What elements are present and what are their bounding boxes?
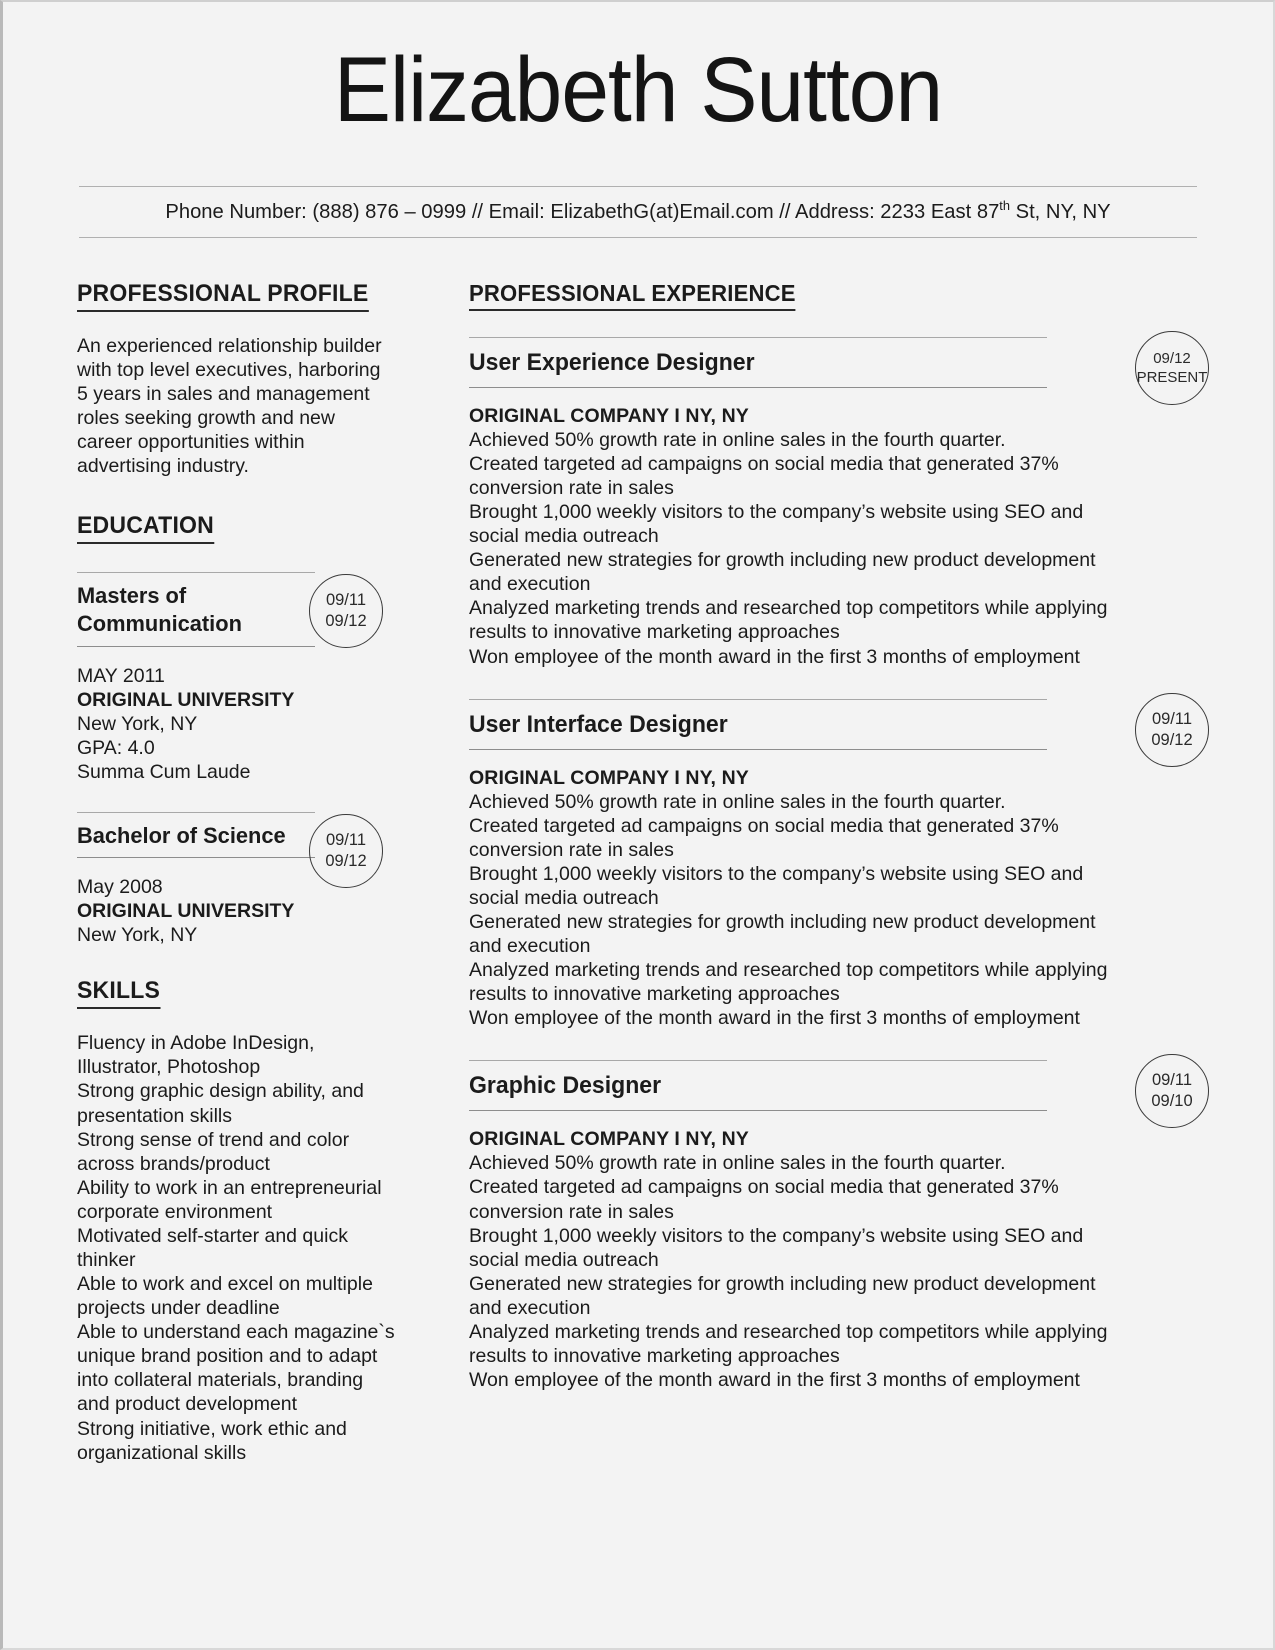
- education-date-start: 09/11: [325, 591, 367, 610]
- skill-line: and product development: [77, 1393, 298, 1416]
- job-date-start: 09/11: [1151, 1071, 1193, 1090]
- education-degree-title: [77, 582, 308, 638]
- education-date-start: 09/11: [325, 830, 367, 849]
- profile-line: advertising industry.: [77, 455, 249, 478]
- job-date-badge: [1135, 331, 1209, 405]
- skill-line: into collateral materials, branding: [77, 1369, 364, 1392]
- page-title: Elizabeth Sutton: [333, 39, 943, 141]
- education-degree-title: [77, 822, 308, 850]
- job-bullet-line: results to innovative marketing approaches: [469, 983, 840, 1006]
- education-school-name: ORIGINAL UNIVERSITY: [77, 900, 295, 923]
- education-title-rule-block: [77, 572, 315, 646]
- profile-line: career opportunities within: [77, 431, 305, 454]
- education-school-location: New York, NY: [77, 924, 198, 947]
- experience-entry: [469, 337, 1208, 669]
- job-title: User Experience Designer: [469, 348, 755, 376]
- job-bullet-line: Won employee of the month award in the first 3 months of employment: [469, 645, 1080, 668]
- job-bullet-line: Analyzed marketing trends and researched top competitors while applying: [469, 959, 1108, 982]
- job-date-start: 09/11: [1151, 709, 1193, 728]
- left-column: [77, 280, 413, 1465]
- job-bullet-line: conversion rate in sales: [469, 476, 674, 499]
- job-title-rule-block: [469, 337, 1047, 388]
- education-gpa: GPA: 4.0: [77, 736, 155, 759]
- job-date-start: 09/12: [1153, 349, 1191, 367]
- education-graduation-date: May 2008: [77, 876, 163, 899]
- job-bullet-line: Brought 1,000 weekly visitors to the company’s website using SEO and: [469, 501, 1084, 524]
- profile-line: roles seeking growth and new: [77, 407, 335, 430]
- job-bullet-line: Brought 1,000 weekly visitors to the company’s website using SEO and: [469, 1224, 1084, 1247]
- section-heading-professional-profile: PROFESSIONAL PROFILE: [77, 280, 368, 312]
- skill-line: Strong initiative, work ethic and: [77, 1417, 347, 1440]
- education-degree-line2: Communication: [77, 611, 242, 637]
- skill-line: across brands/product: [77, 1152, 270, 1175]
- job-bullet-line: Analyzed marketing trends and researched top competitors while applying: [469, 597, 1108, 620]
- section-heading-skills: SKILLS: [77, 977, 160, 1009]
- job-company: ORIGINAL COMPANY I NY, NY: [469, 404, 749, 427]
- section-heading-professional-experience: PROFESSIONAL EXPERIENCE: [469, 280, 796, 311]
- section-heading-education: EDUCATION: [77, 512, 214, 544]
- skill-line: unique brand position and to adapt: [77, 1345, 378, 1368]
- skill-line: corporate environment: [77, 1200, 273, 1223]
- job-bullet-line: social media outreach: [469, 1248, 659, 1271]
- job-bullet-line: Generated new strategies for growth including new product development: [469, 1272, 1096, 1295]
- job-title-rule-block: [469, 699, 1047, 750]
- profile-line: with top level executives, harboring: [77, 358, 381, 381]
- job-bullet-line: Won employee of the month award in the first 3 months of employment: [469, 1369, 1080, 1392]
- job-bullet-line: Achieved 50% growth rate in online sales in the fourth quarter.: [469, 790, 1006, 813]
- job-bullet-line: results to innovative marketing approaches: [469, 1345, 840, 1368]
- job-bullet-line: Generated new strategies for growth including new product development: [469, 911, 1096, 933]
- job-title: User Interface Designer: [469, 710, 728, 738]
- skill-line: Strong graphic design ability, and: [77, 1080, 364, 1103]
- job-bullet-line: social media outreach: [469, 525, 659, 548]
- job-bullet-line: Generated new strategies for growth including new product development: [469, 549, 1096, 572]
- address-ordinal-suffix: th: [999, 198, 1010, 213]
- skill-line: Fluency in Adobe InDesign,: [77, 1032, 315, 1055]
- job-bullet-line: Created targeted ad campaigns on social media that generated 37%: [469, 1176, 1059, 1199]
- education-degree-line1: Masters of: [77, 583, 187, 609]
- skill-line: Strong sense of trend and color: [77, 1128, 350, 1151]
- job-bullet-line: conversion rate in sales: [469, 838, 674, 861]
- experience-entry: [469, 1060, 1199, 1392]
- columns: [3, 280, 1273, 1465]
- skill-line: presentation skills: [77, 1104, 232, 1127]
- education-date-end: 09/12: [325, 851, 367, 870]
- job-bullet-line: Brought 1,000 weekly visitors to the company’s website using SEO and: [469, 862, 1084, 885]
- job-title: Graphic Designer: [469, 1072, 662, 1100]
- job-bullet-line: Created targeted ad campaigns on social media that generated 37%: [469, 814, 1059, 837]
- skill-line: thinker: [77, 1249, 136, 1271]
- education-date-badge: [309, 574, 383, 648]
- education-graduation-date: MAY 2011: [77, 664, 165, 687]
- education-details: [77, 664, 393, 784]
- education-entry: [77, 812, 393, 947]
- education-school-name: ORIGINAL UNIVERSITY: [77, 688, 295, 711]
- spacer: [77, 478, 393, 512]
- education-entry: [77, 572, 393, 784]
- right-column: [413, 279, 1208, 1465]
- job-date-end: 09/10: [1151, 1092, 1193, 1111]
- job-bullet-line: Won employee of the month award in the first 3 months of employment: [469, 1007, 1080, 1030]
- profile-line: An experienced relationship builder: [77, 334, 382, 357]
- job-bullet-line: social media outreach: [469, 886, 659, 909]
- job-bullets: [469, 790, 1199, 1031]
- education-honors: Summa Cum Laude: [77, 760, 251, 783]
- job-company: ORIGINAL COMPANY I NY, NY: [469, 1128, 749, 1151]
- education-school-location: New York, NY: [77, 712, 198, 735]
- skill-line: Motivated self-starter and quick: [77, 1224, 348, 1247]
- job-date-end: 09/12: [1151, 730, 1193, 749]
- skill-line: Illustrator, Photoshop: [77, 1056, 261, 1079]
- contact-prefix: Phone Number: (888) 876 – 0999 // Email: ElizabethG(at)Email.com // Address: 2233 East 87: [165, 199, 1000, 223]
- education-title-rule-block: [77, 812, 315, 858]
- skill-line: Able to work and excel on multiple: [77, 1273, 373, 1296]
- education-date-badge: [309, 814, 383, 888]
- skill-line: projects under deadline: [77, 1297, 280, 1320]
- job-date-badge: [1135, 693, 1209, 767]
- job-bullet-line: Created targeted ad campaigns on social media that generated 37%: [469, 452, 1059, 475]
- job-bullets: [469, 428, 1199, 669]
- education-date-end: 09/12: [325, 612, 367, 631]
- contact-suffix: St, NY, NY: [1009, 199, 1111, 223]
- job-bullet-line: Analyzed marketing trends and researched top competitors while applying: [469, 1320, 1108, 1343]
- profile-line: 5 years in sales and management: [77, 382, 370, 405]
- experience-entry: [469, 699, 1199, 1031]
- job-bullet-line: Achieved 50% growth rate in online sales in the fourth quarter.: [469, 1152, 1006, 1175]
- job-date-end: PRESENT: [1136, 368, 1208, 386]
- skills-list: [77, 1031, 393, 1464]
- job-date-badge: [1135, 1054, 1209, 1128]
- job-company: ORIGINAL COMPANY I NY, NY: [469, 766, 749, 789]
- job-bullet-line: conversion rate in sales: [469, 1200, 674, 1223]
- contact-band: [79, 186, 1197, 238]
- job-bullet-line: results to innovative marketing approaches: [469, 621, 840, 644]
- job-bullet-line: and execution: [469, 573, 591, 596]
- skill-line: organizational skills: [77, 1441, 247, 1464]
- skill-line: Able to understand each magazine`s: [77, 1321, 395, 1344]
- resume-inner: [3, 2, 1273, 1648]
- skill-line: Ability to work in an entrepreneurial: [77, 1176, 382, 1199]
- professional-profile-text: [77, 334, 393, 478]
- job-bullet-line: and execution: [469, 935, 591, 958]
- job-bullet-line: Achieved 50% growth rate in online sales in the fourth quarter.: [469, 428, 1006, 451]
- contact-line: [87, 198, 1188, 224]
- spacer: [77, 947, 393, 977]
- header-name-block: [3, 2, 1273, 141]
- education-degree-line1: Bachelor of Science: [77, 822, 286, 848]
- job-bullets: [469, 1151, 1199, 1392]
- job-title-rule-block: [469, 1060, 1047, 1111]
- job-bullet-line: and execution: [469, 1296, 591, 1319]
